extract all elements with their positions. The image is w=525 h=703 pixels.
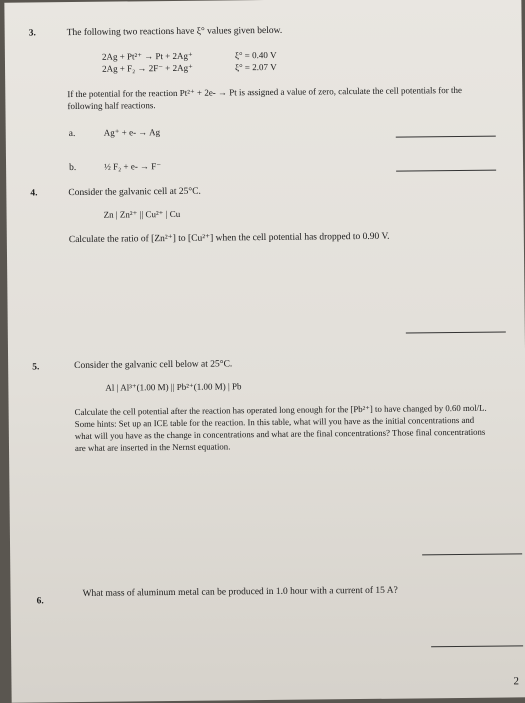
- part-a-answer-line: [396, 136, 496, 138]
- reaction-1-potential: ξ° = 0.40 V: [234, 49, 277, 61]
- part-b-answer-line: [396, 170, 496, 172]
- question-3-instruction-line-1: If the potential for the reaction Pt²⁺ + 2e- → Pt is assigned a value of zero, calculate the cell potentials for the: [67, 84, 462, 100]
- page-number: 2: [513, 675, 520, 688]
- part-a-label: a.: [68, 128, 76, 140]
- reaction-2-equation: 2Ag + F₂ → 2F⁻ + 2Ag⁺: [101, 62, 193, 74]
- question-3-intro: The following two reactions have ξ° values given below.: [66, 25, 283, 39]
- question-5-cell: Al | Al³⁺(1.00 M) || Pb²⁺(1.00 M) | Pb: [105, 381, 242, 393]
- question-5-line-3: what will you have as the change in concentrations and what are the final concentrations? Those final concentrations: [74, 426, 486, 442]
- question-6-answer-line: [431, 645, 523, 647]
- question-6-number: 6.: [36, 596, 44, 607]
- question-5-intro: Consider the galvanic cell below at 25°C.: [74, 359, 233, 372]
- worksheet-page: [4, 0, 525, 703]
- question-5-line-4: are what are inserted in the Nernst equation.: [74, 441, 231, 454]
- question-4-cell: Zn | Zn²⁺ || Cu²⁺ | Cu: [103, 208, 181, 220]
- question-5-line-1: Calculate the cell potential after the reaction has operated long enough for the [Pb²⁺] to have changed by 0.60 mol/L.: [74, 402, 487, 418]
- question-5-answer-line: [422, 553, 522, 555]
- question-3-instruction-line-2: following half reactions.: [67, 100, 156, 112]
- question-4-number: 4.: [30, 188, 38, 199]
- reaction-1-equation: 2Ag + Pt²⁺ → Pt + 2Ag⁺: [101, 50, 193, 62]
- part-a-equation: Ag⁺ + e- → Ag: [103, 127, 161, 138]
- question-3-number: 3.: [28, 28, 36, 39]
- reaction-2-potential: ξ° = 2.07 V: [234, 61, 277, 73]
- question-4-question: Calculate the ratio of [Zn²⁺] to [Cu²⁺] when the cell potential has dropped to 0.90 V.: [68, 231, 390, 246]
- part-b-equation: ½ F₂ + e- → F⁻: [104, 161, 162, 172]
- question-6-question: What mass of aluminum metal can be produced in 1.0 hour with a current of 15 A?: [82, 585, 398, 599]
- part-b-label: b.: [69, 162, 77, 174]
- question-4-answer-line: [406, 331, 506, 333]
- question-5-number: 5.: [32, 362, 40, 373]
- question-4-intro: Consider the galvanic cell at 25°C.: [68, 186, 201, 199]
- question-5-line-2: Some hints: Set up an ICE table for the reaction. In this table, what will you have as the initial concentrations and: [74, 414, 475, 430]
